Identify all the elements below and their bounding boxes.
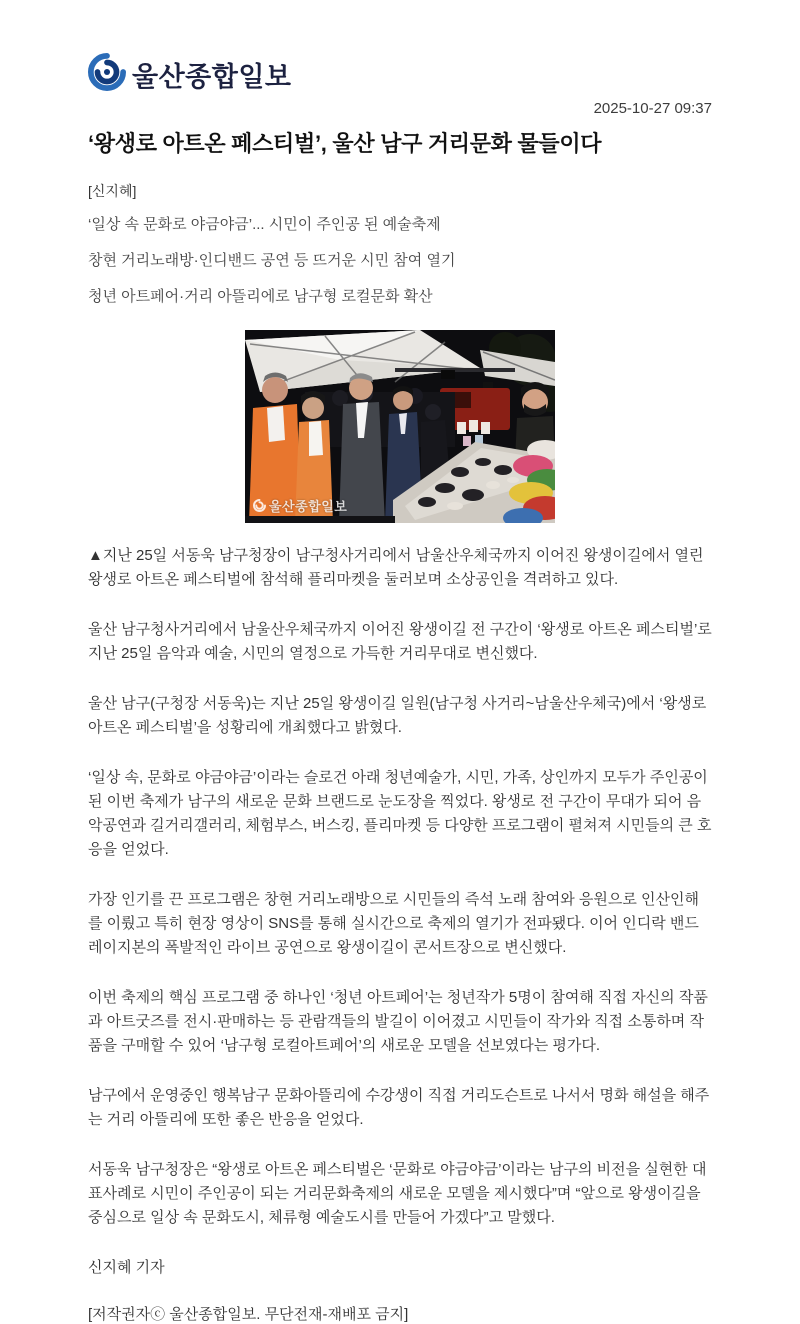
watermark-text: 울산종합일보 (269, 498, 348, 514)
reporter-name: 신지혜 기자 (88, 1258, 165, 1276)
paragraph-4: 가장 인기를 끈 프로그램은 창현 거리노래방으로 시민들의 즉석 노래 참여와 응원으로 인산인해를 이뤘고 특히 현장 영상이 SNS를 통해 실시간으로 축제의 열기가 전파됐다. 이어 인디락 밴드 레이지본의 폭발적인 라이브 공연으로 왕생이길이 콘서트장으로 변신했다. (88, 890, 699, 956)
paragraph-3: ‘일상 속, 문화로 야금야금’이라는 슬로건 아래 청년예술가, 시민, 가족, 상인까지 모두가 주인공이 된 이번 축제가 남구의 새로운 문화 브랜드로 눈도장을 찍었다. 왕생로 전 구간이 무대가 되어 음악공연과 길거리갤러리, 체험부스, 버스킹, 플리마켓 등 다양한 프로그램이 펼쳐져 시민들의 큰 호응을 얻었다. (88, 768, 712, 858)
logo-swirl-icon (88, 53, 126, 96)
subhead-3: 청년 아트페어·거리 아뜰리에로 남구형 로컬문화 확산 (88, 287, 433, 305)
photo-caption: ▲지난 25일 서동욱 남구청장이 남구청사거리에서 남울산우체국까지 이어진 왕생이길에서 열린 왕생로 아트온 페스티벌에 참석해 플리마켓을 둘러보며 소상공인을 격려하고 있다. (88, 546, 704, 588)
paragraph-5: 이번 축제의 핵심 프로그램 중 하나인 ‘청년 아트페어’는 청년작가 5명이 참여해 직접 자신의 작품과 아트굿즈를 전시·판매하는 등 관람객들의 발길이 이어졌고 시민들이 작가와 직접 소통하며 작품을 구매할 수 있어 ‘남구형 로컬아트페어’의 새로운 모델을 선보였다는 평가다. (88, 988, 708, 1054)
festival-night-market-illustration (245, 330, 555, 523)
paragraph-6: 남구에서 운영중인 행복남구 문화아뜰리에 수강생이 직접 거리도슨트로 나서서 명화 해설을 해주는 거리 아뜰리에 또한 좋은 반응을 얻었다. (88, 1086, 710, 1128)
article-photo (245, 330, 555, 523)
paragraph-1: 울산 남구청사거리에서 남울산우체국까지 이어진 왕생이길 전 구간이 ‘왕생로 아트온 페스티벌’로 지난 25일 음악과 예술, 시민의 열정으로 가득한 거리무대로 변신했다. (88, 620, 712, 662)
newspaper-logo[interactable] (88, 53, 292, 96)
subhead-1: ‘일상 속 문화로 야금야금’... 시민이 주인공 된 예술축제 (88, 215, 441, 233)
logo-text: 울산종합일보 (132, 62, 292, 92)
subheads (88, 213, 712, 309)
masthead (88, 0, 712, 96)
paragraph-2: 울산 남구(구청장 서동욱)는 지난 25일 왕생이길 일원(남구청 사거리~남울산우체국)에서 ‘왕생로 아트온 페스티벌’을 성황리에 개최했다고 밝혔다. (88, 694, 707, 736)
photo-watermark (253, 496, 347, 515)
byline: [신지혜] (88, 182, 137, 199)
copyright-notice: [저작권자ⓒ 울산종합일보. 무단전재-재배포 금지] (88, 1305, 409, 1323)
photo-wrap (88, 330, 712, 528)
publish-datetime: 2025-10-27 09:37 (593, 100, 712, 117)
subhead-2: 창현 거리노래방·인디밴드 공연 등 뜨거운 시민 참여 열기 (88, 251, 456, 269)
headline: ‘왕생로 아트온 페스티벌’, 울산 남구 거리문화 물들이다 (88, 131, 602, 156)
article-body (88, 618, 712, 1230)
watermark-swirl-icon (253, 499, 266, 512)
paragraph-7: 서동욱 남구청장은 “왕생로 아트온 페스티벌은 ‘문화로 야금야금’이라는 남구의 비전을 실현한 대표사례로 시민이 주인공이 되는 거리문화축제의 새로운 모델을 제시했다”며 “앞으로 왕생이길을 중심으로 일상 속 문화도시, 체류형 예술도시를 만들어 가겠다”고 말했다. (88, 1160, 707, 1226)
